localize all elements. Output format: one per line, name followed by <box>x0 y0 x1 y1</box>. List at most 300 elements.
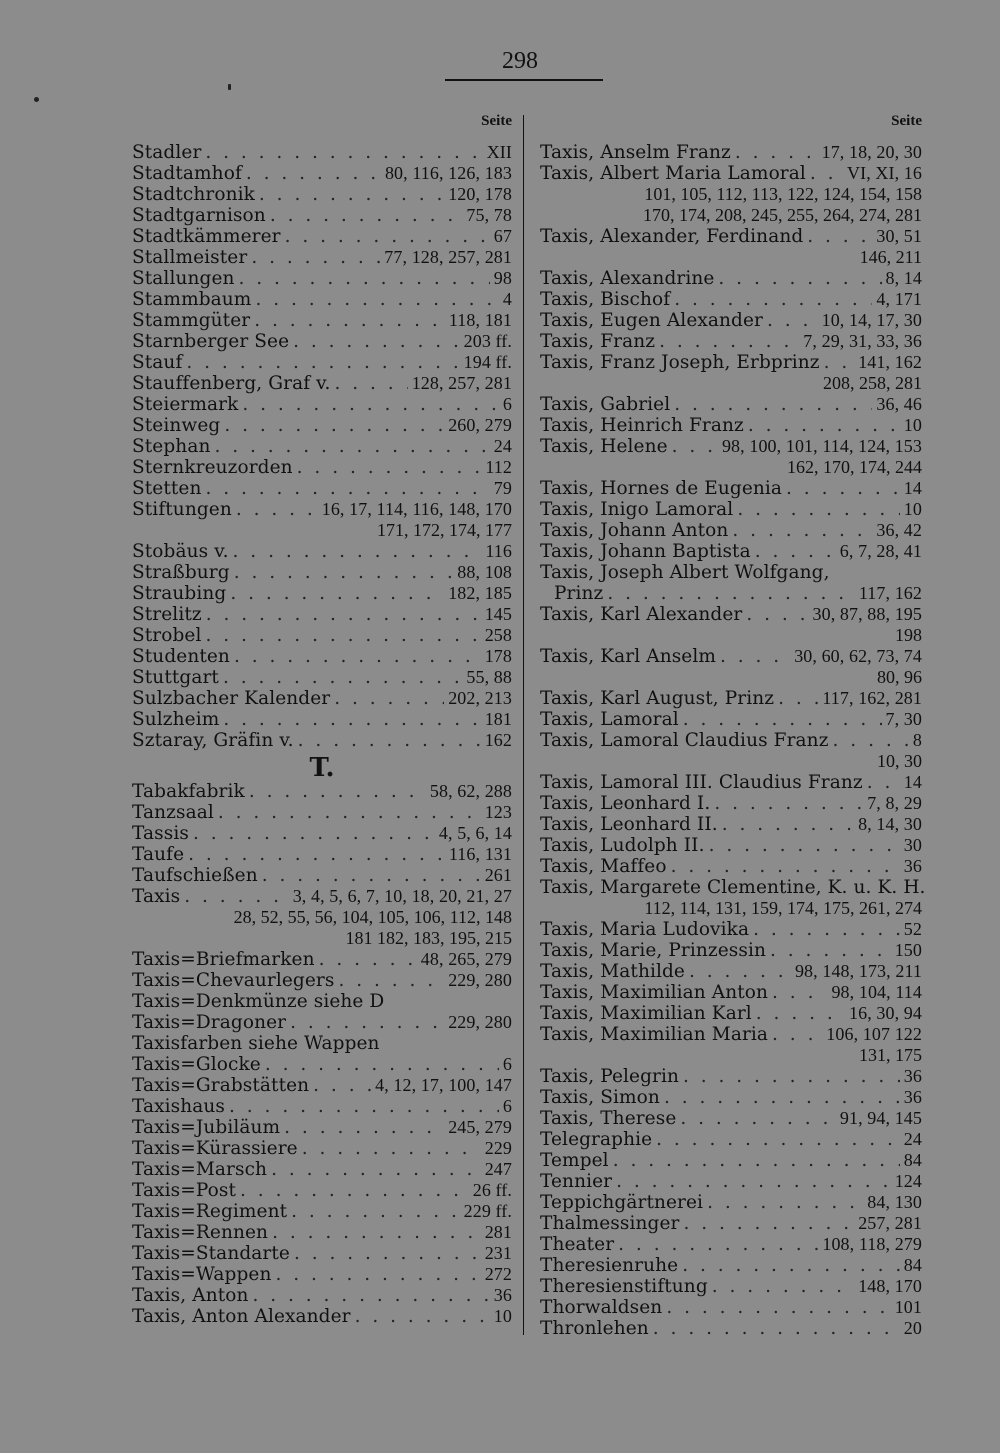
entry-pages: 112 <box>485 457 512 477</box>
index-entry <box>540 541 922 562</box>
entry-pages: 24 <box>493 436 512 456</box>
index-entry <box>132 1243 512 1264</box>
dot-leader <box>755 541 836 562</box>
index-entry <box>540 1150 922 1171</box>
entry-pages: 6 <box>502 394 512 414</box>
index-entry <box>540 772 922 793</box>
dot-leader <box>786 478 900 499</box>
entry-list-taxis <box>540 142 926 1339</box>
index-entry <box>132 1075 512 1096</box>
index-entry <box>132 730 512 751</box>
entry-pages-continued: 28, 52, 55, 56, 104, 105, 106, 112, 148 <box>233 907 512 927</box>
entry-pages: 4, 171 <box>876 289 922 309</box>
dot-leader <box>718 268 881 289</box>
index-entry <box>540 268 922 289</box>
entry-term: Taxis, Maximilian Karl <box>540 1003 752 1024</box>
entry-pages: 14 <box>903 772 922 792</box>
entry-term: Strelitz <box>132 604 202 625</box>
dot-leader <box>186 352 459 373</box>
entry-pages: 10 <box>903 415 922 435</box>
entry-pages: 281 <box>484 1222 512 1242</box>
dot-leader <box>270 205 463 226</box>
entry-pages: 79 <box>493 478 512 498</box>
index-entry <box>540 520 922 541</box>
entry-pages: 16, 30, 94 <box>849 1003 922 1023</box>
entry-term: Tempel <box>540 1150 609 1171</box>
entry-pages: 123 <box>484 802 512 822</box>
entry-term: Taufe <box>132 844 185 865</box>
dot-leader <box>672 436 718 457</box>
index-entry <box>132 205 512 226</box>
index-entry <box>540 604 922 625</box>
entry-term: Stallmeister <box>132 247 248 268</box>
entry-term: Taxis, Gabriel <box>540 394 671 415</box>
dot-leader <box>223 709 480 730</box>
index-entry <box>540 142 922 163</box>
entry-pages: 272 <box>484 1264 512 1284</box>
index-entry <box>132 583 512 604</box>
entry-term: Taxis, Johann Baptista <box>540 541 751 562</box>
dot-leader <box>707 1192 863 1213</box>
dot-leader <box>218 802 481 823</box>
header-rule <box>445 79 603 81</box>
dot-leader <box>683 709 882 730</box>
entry-term: Taxis, Leonhard I. <box>540 793 711 814</box>
entry-pages: 30, 60, 62, 73, 74 <box>794 646 922 666</box>
entry-term: Stauffenberg, Graf v. <box>132 373 331 394</box>
entry-pages-continued: 80, 96 <box>877 667 922 687</box>
dot-leader <box>683 1213 854 1234</box>
entry-pages: 229 <box>484 1138 512 1158</box>
entry-pages: 16, 17, 114, 116, 148, 170 <box>321 499 512 519</box>
entry-pages: 231 <box>484 1243 512 1263</box>
dot-leader <box>240 1180 469 1201</box>
dot-leader <box>682 1255 900 1276</box>
entry-pages: 36, 42 <box>876 520 922 540</box>
dot-leader <box>671 856 900 877</box>
index-entry <box>540 1066 922 1087</box>
entry-pages: 150 <box>894 940 922 960</box>
entry-term: Prinz <box>554 583 604 604</box>
index-entry <box>132 781 512 802</box>
entry-pages: 120, 178 <box>448 184 512 204</box>
entry-pages: 52 <box>903 919 922 939</box>
entry-list-s <box>132 142 512 751</box>
index-entry <box>540 478 922 499</box>
dot-leader <box>246 163 381 184</box>
index-entry <box>132 604 512 625</box>
entry-pages-continued: 170, 174, 208, 245, 255, 264, 274, 281 <box>643 205 922 225</box>
index-entry <box>540 814 922 835</box>
dot-leader <box>262 865 481 886</box>
index-entry <box>132 823 512 844</box>
index-entry <box>540 709 922 730</box>
entry-pages: 162 <box>484 730 512 750</box>
entry-term: Taxis, Eugen Alexander <box>540 310 763 331</box>
dot-leader <box>709 835 900 856</box>
dot-leader <box>732 520 872 541</box>
entry-term: Taxis, Therese <box>540 1108 677 1129</box>
entry-term: Sztaray, Gräfin v. <box>132 730 294 751</box>
entry-pages: 178 <box>484 646 512 666</box>
entry-pages: 247 <box>484 1159 512 1179</box>
entry-term: Taxis=Rennen <box>132 1222 269 1243</box>
dot-leader <box>867 772 900 793</box>
entry-pages: 17, 18, 20, 30 <box>821 142 922 162</box>
dot-leader <box>184 886 288 907</box>
entry-pages: 8 <box>912 730 922 750</box>
dot-leader <box>735 142 818 163</box>
entry-pages: 10 <box>903 499 922 519</box>
entry-term: Tennier <box>540 1171 613 1192</box>
entry-term: Tanzsaal <box>132 802 214 823</box>
entry-pages-continued: 10, 30 <box>877 751 922 771</box>
entry-pages: 77, 128, 257, 281 <box>384 247 512 267</box>
dot-leader <box>234 646 481 667</box>
index-entry <box>540 961 922 982</box>
entry-pages: 4, 12, 17, 100, 147 <box>375 1075 512 1095</box>
entry-pages: 36 <box>493 1285 512 1305</box>
index-entry <box>132 1264 512 1285</box>
index-entry <box>132 688 512 709</box>
entry-pages: 10, 14, 17, 30 <box>821 310 922 330</box>
entry-pages: 117, 162 <box>858 583 922 603</box>
dot-leader <box>253 1285 490 1306</box>
index-entry <box>132 163 512 184</box>
entry-pages: 4 <box>502 289 512 309</box>
entry-term: Thronlehen <box>540 1318 649 1339</box>
entry-term: Starnberger See <box>132 331 290 352</box>
dot-leader <box>334 688 444 709</box>
index-entry <box>540 919 922 940</box>
entry-term: Taxis=Glocke <box>132 1054 261 1075</box>
dot-leader <box>616 1171 891 1192</box>
entry-pages: 30, 87, 88, 195 <box>812 604 922 624</box>
index-entry <box>540 1297 922 1318</box>
index-entry <box>132 184 512 205</box>
entry-pages: 14 <box>903 478 922 498</box>
entry-term: Taxis=Denkmünze siehe D <box>132 991 385 1012</box>
dot-leader <box>302 1138 481 1159</box>
dot-leader <box>807 226 872 247</box>
index-entry <box>540 1129 922 1150</box>
dot-leader <box>265 1054 499 1075</box>
index-entry <box>540 730 922 751</box>
index-entry <box>540 583 922 604</box>
index-entry <box>540 1087 922 1108</box>
entry-pages: 8, 14, 30 <box>858 814 922 834</box>
index-entry <box>540 793 922 814</box>
entry-pages: 118, 181 <box>448 310 512 330</box>
entry-term: Taxis, Helene <box>540 436 668 457</box>
entry-term: Taxis, Bischof <box>540 289 671 310</box>
entry-term: Theresienruhe <box>540 1255 679 1276</box>
dot-leader <box>753 919 900 940</box>
index-entry <box>540 394 922 415</box>
entry-pages: 98 <box>493 268 512 288</box>
entry-term: Stetten <box>132 478 202 499</box>
index-column-left <box>132 110 512 1327</box>
index-entry <box>540 877 926 898</box>
entry-term: Taxis, Lamoral <box>540 709 679 730</box>
dot-leader <box>607 583 854 604</box>
entry-term: Taxis, Hornes de Eugenia <box>540 478 783 499</box>
dot-leader <box>275 1264 480 1285</box>
index-entry <box>540 1213 922 1234</box>
speck-mark <box>228 84 231 90</box>
index-entry <box>540 331 922 352</box>
entry-term: Tassis <box>132 823 189 844</box>
entry-pages: 4, 5, 6, 14 <box>438 823 512 843</box>
entry-pages: 36, 46 <box>876 394 922 414</box>
dot-leader <box>298 730 481 751</box>
index-entry <box>540 562 922 583</box>
index-entry <box>132 478 512 499</box>
index-entry <box>132 886 512 907</box>
entry-pages: 67 <box>493 226 512 246</box>
entry-term: Stallungen <box>132 268 235 289</box>
entry-term: Steiermark <box>132 394 239 415</box>
entry-pages: 58, 62, 288 <box>429 781 512 801</box>
entry-pages: 24 <box>903 1129 922 1149</box>
index-entry <box>540 163 922 184</box>
dot-leader <box>223 667 462 688</box>
index-entry <box>540 1234 922 1255</box>
entry-term: Taxis, Leonhard II. <box>540 814 718 835</box>
dot-leader <box>810 163 843 184</box>
entry-pages: 108, 118, 279 <box>822 1234 922 1254</box>
dot-leader <box>236 499 318 520</box>
entry-term: Taxis, Karl Alexander <box>540 604 743 625</box>
entry-term: Taxis=Kürassiere <box>132 1138 298 1159</box>
index-entry <box>132 1117 512 1138</box>
index-entry <box>132 373 512 394</box>
index-entry <box>540 310 922 331</box>
index-entry <box>132 352 512 373</box>
index-entry <box>540 1318 922 1339</box>
index-entry <box>132 436 512 457</box>
entry-term: Taxis=Post <box>132 1180 237 1201</box>
index-entry <box>540 226 922 247</box>
entry-term: Taxis, Karl August, Prinz <box>540 688 775 709</box>
entry-pages: 229, 280 <box>448 1012 512 1032</box>
dot-leader <box>206 625 481 646</box>
index-entry <box>132 667 512 688</box>
entry-term: Taxis, Franz <box>540 331 656 352</box>
entry-pages: 36 <box>903 1087 922 1107</box>
index-entry <box>540 1171 922 1192</box>
entry-term: Taxis=Standarte <box>132 1243 290 1264</box>
entry-pages: 30, 51 <box>876 226 922 246</box>
index-entry <box>540 1003 922 1024</box>
index-entry <box>132 949 512 970</box>
dot-leader <box>689 961 791 982</box>
entry-term: Theater <box>540 1234 615 1255</box>
entry-term: Taxis=Marsch <box>132 1159 268 1180</box>
dot-leader <box>824 352 855 373</box>
entry-pages: 229 ff. <box>463 1201 512 1221</box>
index-entry <box>132 970 512 991</box>
entry-term: Stadtchronik <box>132 184 255 205</box>
entry-pages-continued: 162, 170, 174, 244 <box>787 457 922 477</box>
entry-pages: 98, 100, 101, 114, 124, 153 <box>721 436 922 456</box>
entry-term: Stadtkämmerer <box>132 226 281 247</box>
entry-list-t <box>132 781 512 1327</box>
entry-pages: 116, 131 <box>448 844 512 864</box>
entry-pages: XII <box>486 142 512 162</box>
entry-pages: 182, 185 <box>448 583 512 603</box>
entry-pages-continued: 101, 105, 112, 113, 122, 124, 154, 158 <box>644 184 922 204</box>
index-entry <box>132 802 512 823</box>
index-entry <box>132 562 512 583</box>
dot-leader <box>674 289 872 310</box>
entry-term: Taxis, Anton <box>132 1285 249 1306</box>
entry-term: Steinweg <box>132 415 221 436</box>
index-entry <box>132 1201 512 1222</box>
dot-leader <box>338 970 444 991</box>
entry-term: Taxis, Lamoral III. Claudius Franz <box>540 772 863 793</box>
entry-term: Tabakfabrik <box>132 781 245 802</box>
entry-pages: 8, 14 <box>885 268 922 288</box>
entry-term: Thorwaldsen <box>540 1297 663 1318</box>
index-entry <box>540 1024 922 1045</box>
index-entry <box>132 1180 512 1201</box>
entry-term: Taxis, Franz Joseph, Erbprinz <box>540 352 820 373</box>
entry-term: Taxis, Maffeo <box>540 856 667 877</box>
entry-term: Taxis, Anton Alexander <box>132 1306 351 1327</box>
entry-term: Taufschießen <box>132 865 258 886</box>
dot-leader <box>712 1276 854 1297</box>
entry-term: Theresienstiftung <box>540 1276 708 1297</box>
entry-term: Taxis, Lamoral Claudius Franz <box>540 730 829 751</box>
entry-term: Sulzbacher Kalender <box>132 688 331 709</box>
entry-term: Stobäus v. <box>132 541 229 562</box>
dot-leader <box>294 1243 481 1264</box>
entry-term: Taxis, Albert Maria Lamoral <box>540 163 806 184</box>
entry-pages: 6 <box>502 1054 512 1074</box>
entry-pages: 101 <box>894 1297 922 1317</box>
entry-term: Taxis, Ludolph II. <box>540 835 705 856</box>
index-entry <box>132 1138 512 1159</box>
index-entry <box>132 457 512 478</box>
index-entry <box>132 247 512 268</box>
entry-term: Taxis, Alexander, Ferdinand <box>540 226 804 247</box>
dot-leader <box>239 268 490 289</box>
entry-term: Taxis=Grabstätten <box>132 1075 310 1096</box>
index-entry <box>540 436 922 457</box>
dot-leader <box>714 793 863 814</box>
dot-leader <box>259 184 444 205</box>
entry-pages: 128, 257, 281 <box>411 373 512 393</box>
entry-pages: 258 <box>484 625 512 645</box>
dot-leader <box>290 1012 444 1033</box>
dot-leader <box>291 1201 459 1222</box>
entry-term: Taxis, Anselm Franz <box>540 142 731 163</box>
entry-pages: 116 <box>485 541 512 561</box>
dot-leader <box>233 541 482 562</box>
entry-term: Studenten <box>132 646 230 667</box>
dot-leader <box>664 1087 900 1108</box>
entry-pages: 98, 148, 173, 211 <box>794 961 922 981</box>
dot-leader <box>683 1066 900 1087</box>
entry-pages: 245, 279 <box>448 1117 512 1137</box>
entry-term: Taxis, Maximilian Maria <box>540 1024 769 1045</box>
index-entry <box>132 310 512 331</box>
index-entry <box>540 499 922 520</box>
entry-term: Taxis <box>132 886 181 907</box>
dot-leader <box>746 604 808 625</box>
dot-leader <box>254 310 445 331</box>
entry-term: Taxis, Simon <box>540 1087 660 1108</box>
entry-term: Taxis=Dragoner <box>132 1012 287 1033</box>
index-entry <box>132 1222 512 1243</box>
entry-term: Taxis=Regiment <box>132 1201 288 1222</box>
dot-leader <box>205 142 482 163</box>
entry-pages: 36 <box>903 856 922 876</box>
index-entry <box>540 1192 922 1213</box>
index-entry <box>540 1276 922 1297</box>
dot-leader <box>284 1117 444 1138</box>
entry-term: Taxis=Chevaurlegers <box>132 970 335 991</box>
dot-leader <box>214 436 489 457</box>
entry-term: Taxis, Maximilian Anton <box>540 982 769 1003</box>
dot-leader <box>756 1003 845 1024</box>
dot-leader <box>653 1318 900 1339</box>
dot-leader <box>272 1222 481 1243</box>
entry-pages-continued: 198 <box>895 625 922 645</box>
index-entry <box>132 991 512 1012</box>
entry-term: Sternkreuzorden <box>132 457 293 478</box>
index-entry <box>132 865 512 886</box>
dot-leader <box>313 1075 371 1096</box>
entry-pages-continued: 181 182, 183, 195, 215 <box>345 928 512 948</box>
dot-leader <box>293 331 460 352</box>
index-entry <box>132 142 512 163</box>
index-entry <box>132 844 512 865</box>
index-entry <box>132 268 512 289</box>
dot-leader <box>767 310 818 331</box>
dot-leader <box>748 415 900 436</box>
entry-pages: 117, 162, 281 <box>822 688 922 708</box>
index-entry <box>132 499 512 520</box>
entry-term: Taxis, Marie, Prinzessin <box>540 940 767 961</box>
dot-leader <box>271 1159 481 1180</box>
index-entry <box>540 352 922 373</box>
dot-leader <box>656 1129 900 1150</box>
dot-leader <box>722 814 854 835</box>
entry-term: Taxisfarben siehe Wappen <box>132 1033 380 1054</box>
index-entry <box>540 646 922 667</box>
index-entry <box>132 1012 512 1033</box>
index-entry <box>540 856 922 877</box>
entry-term: Taxis, Alexandrine <box>540 268 715 289</box>
dot-leader <box>319 949 417 970</box>
entry-pages: 36 <box>903 1066 922 1086</box>
dot-leader <box>206 478 490 499</box>
entry-term: Straubing <box>132 583 227 604</box>
entry-pages: 3, 4, 5, 6, 7, 10, 18, 20, 21, 27 <box>292 886 512 906</box>
index-entry <box>132 709 512 730</box>
entry-pages: 20 <box>903 1318 922 1338</box>
entry-pages: 261 <box>484 865 512 885</box>
entry-term: Taxis, Inigo Lamoral <box>540 499 734 520</box>
entry-term: Strobel <box>132 625 202 646</box>
dot-leader <box>242 394 499 415</box>
entry-pages: 6 <box>502 1096 512 1116</box>
entry-term: Taxis, Maria Ludovika <box>540 919 750 940</box>
entry-pages: 84, 130 <box>867 1192 922 1212</box>
dot-leader <box>251 247 380 268</box>
